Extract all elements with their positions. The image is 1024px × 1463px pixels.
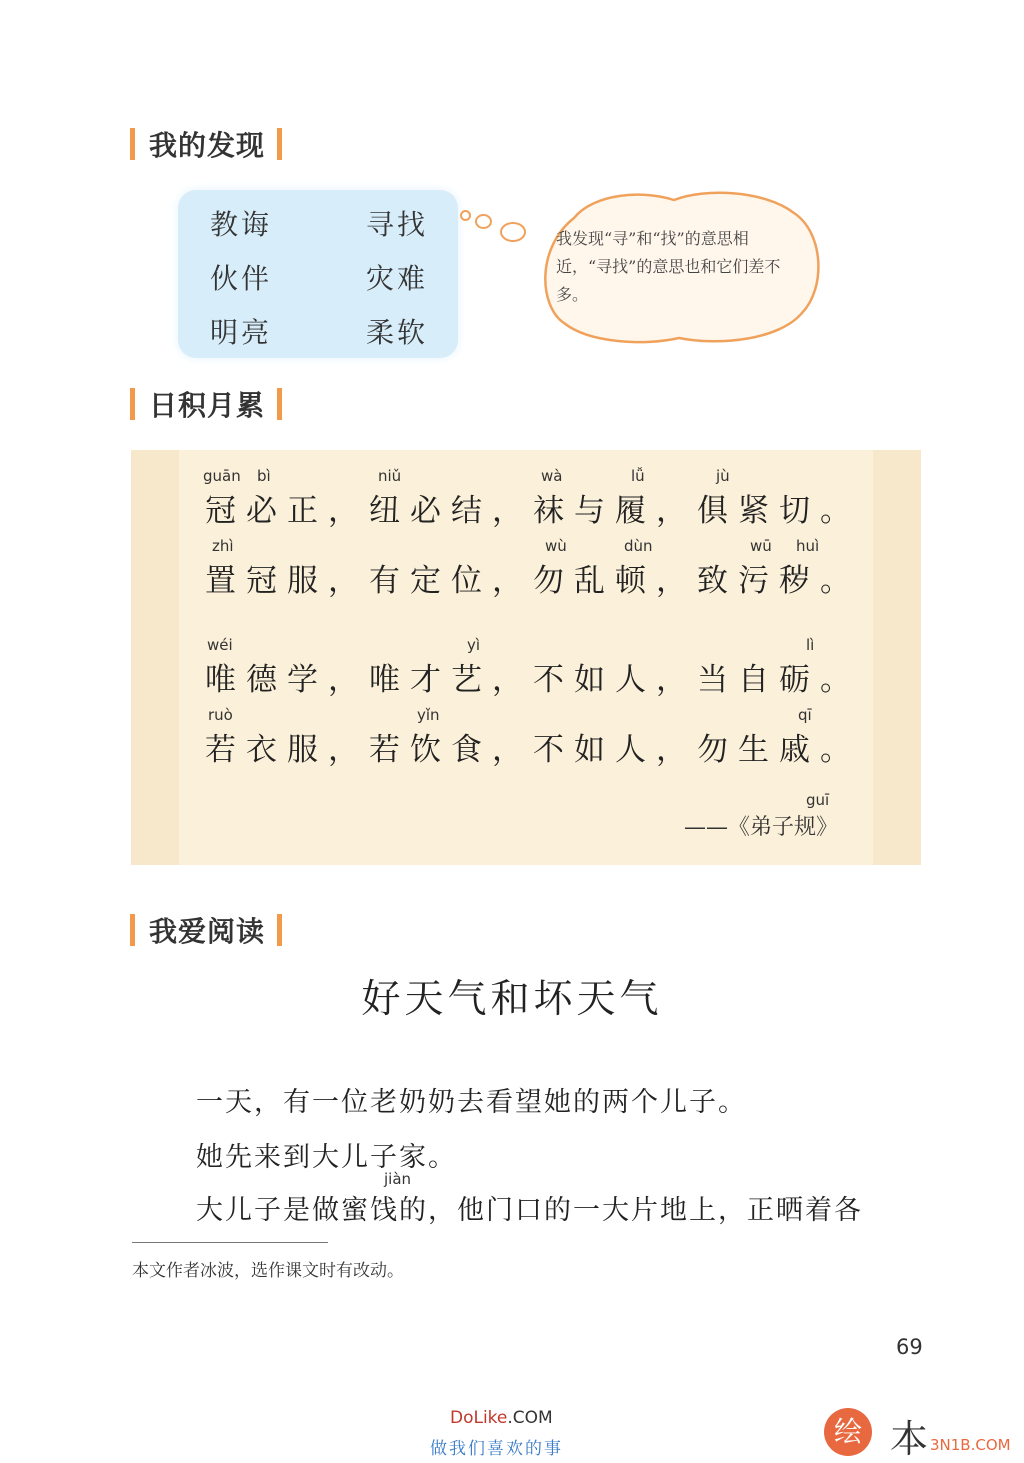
poem-line: 若衣服，若饮食，不如人，勿生戚。	[205, 732, 861, 768]
pattern-border-right	[873, 450, 921, 865]
page-number: 69	[896, 1335, 923, 1359]
section-discovery-heading	[130, 124, 282, 164]
watermark-slogan: 做我们喜欢的事	[430, 1439, 563, 1459]
poem-line: 唯德学，唯才艺，不如人，当自砺。	[205, 662, 861, 698]
watermark-dolike-com: .COM	[507, 1408, 553, 1428]
pinyin: jiàn	[384, 1170, 412, 1188]
word-item: 灾难	[366, 262, 429, 295]
pinyin: dùn	[624, 537, 653, 555]
pinyin: yì	[467, 636, 481, 654]
footnote-divider	[132, 1242, 328, 1243]
word-item: 伙伴	[210, 262, 273, 295]
footnote: 本文作者冰波，选作课文时有改动。	[132, 1261, 404, 1281]
pinyin: ruò	[208, 706, 233, 724]
watermark-logo-icon: 绘	[824, 1408, 872, 1456]
heading-bar-right	[277, 128, 282, 160]
poem-line: 置冠服，有定位，勿乱顿，致污秽。	[205, 563, 861, 599]
pinyin: bì	[257, 467, 271, 485]
watermark-dolike	[450, 1408, 553, 1428]
heading-bar-left	[130, 914, 135, 946]
story-line: 一天，有一位老奶奶去看望她的两个儿子。	[196, 1087, 747, 1118]
section-title: 我爱阅读	[149, 915, 266, 948]
section-title: 我的发现	[149, 129, 266, 162]
pinyin: niǔ	[378, 467, 402, 485]
pinyin: wù	[545, 537, 567, 555]
watermark-logo-char: 本	[890, 1417, 929, 1461]
pattern-border-left	[131, 450, 179, 865]
section-title: 日积月累	[149, 389, 266, 422]
bubble-text: 我发现“寻”和“找”的意思相近，“寻找”的意思也和它们差不多。	[556, 229, 781, 304]
story-title: 好天气和坏天气	[361, 977, 663, 1022]
pinyin: yǐn	[417, 706, 440, 724]
heading-bar-right	[277, 388, 282, 420]
section-reading-heading	[130, 910, 282, 950]
thought-dot	[475, 214, 492, 229]
story-line: 她先来到大儿子家。	[196, 1142, 457, 1173]
pinyin: wà	[541, 467, 563, 485]
poem-source: ——《弟子规》	[684, 815, 839, 840]
pinyin: guān	[203, 467, 241, 485]
word-item: 寻找	[366, 208, 429, 241]
heading-bar-left	[130, 128, 135, 160]
section-accumulate-heading	[130, 384, 282, 424]
thought-dot	[460, 210, 471, 221]
pinyin: wéi	[207, 636, 233, 654]
thought-dot	[500, 222, 526, 242]
watermark-dolike-name: DoLike	[450, 1408, 508, 1428]
pinyin: lì	[806, 636, 815, 654]
pinyin: wū	[750, 537, 772, 555]
heading-bar-right	[277, 914, 282, 946]
word-item: 教诲	[210, 208, 273, 241]
poem-line: 冠必正，纽必结，袜与履，俱紧切。	[205, 493, 861, 529]
watermark-site: 3N1B.COM	[930, 1436, 1011, 1454]
story-line: 大儿子是做蜜饯的，他门口的一大片地上，正晒着各	[196, 1195, 863, 1226]
pinyin: zhì	[212, 537, 234, 555]
word-item: 明亮	[210, 316, 273, 349]
pinyin: qī	[798, 706, 812, 724]
word-item: 柔软	[366, 316, 429, 349]
pinyin: jù	[716, 467, 730, 485]
heading-bar-left	[130, 388, 135, 420]
pinyin: guī	[806, 791, 830, 809]
pinyin: lǚ	[631, 467, 645, 485]
pinyin: huì	[796, 537, 820, 555]
